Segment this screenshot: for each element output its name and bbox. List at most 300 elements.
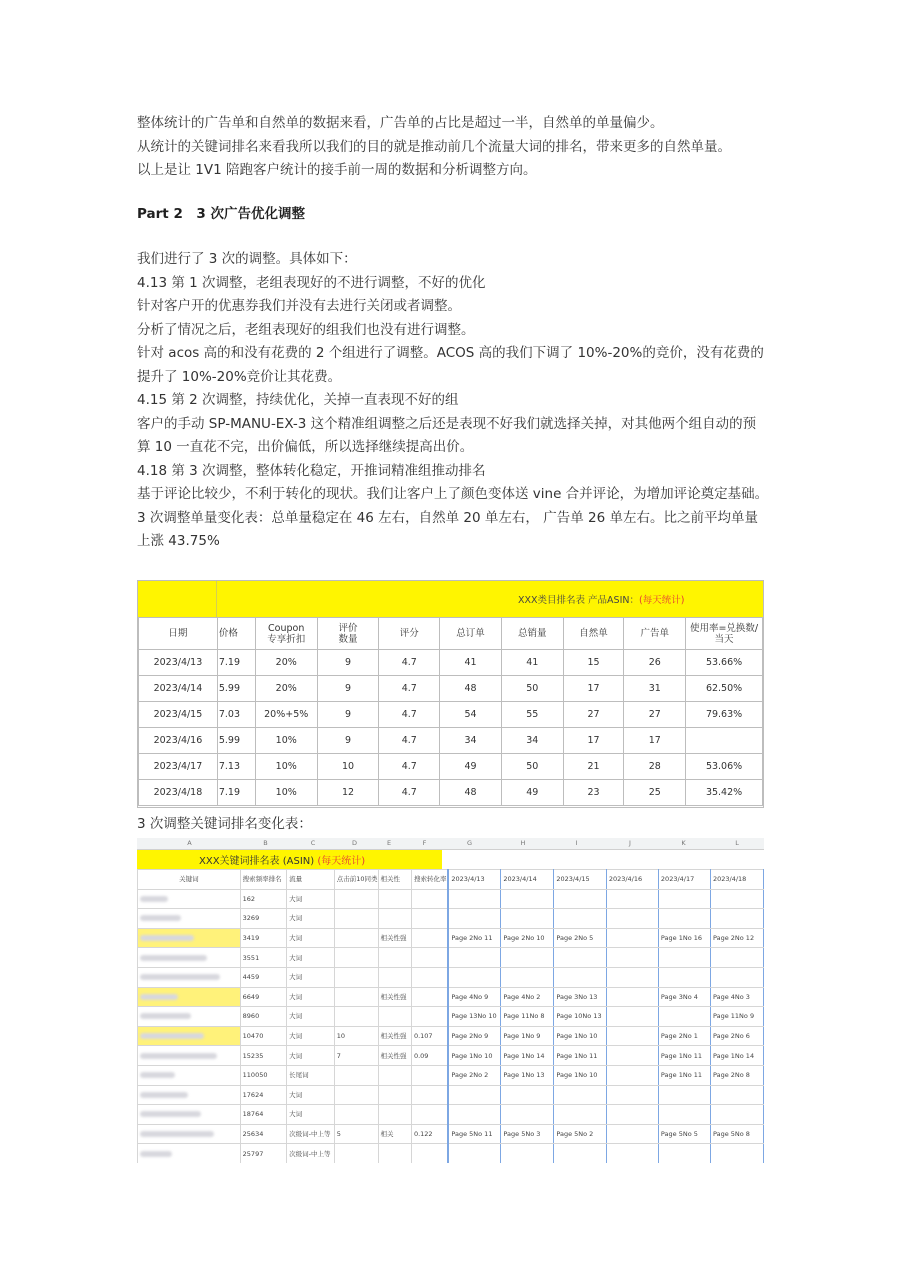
table-cell [411, 1007, 448, 1027]
table-cell: Page 11No 9 [710, 1007, 763, 1027]
column-header: 2023/4/16 [606, 870, 658, 890]
column-letter: D [351, 839, 357, 847]
table-row [138, 889, 764, 909]
header-row [139, 618, 763, 650]
table-cell [658, 967, 710, 987]
table-cell: 10470 [240, 1026, 286, 1046]
table-cell: Page 5No 3 [501, 1124, 554, 1144]
table-cell: 4.7 [379, 754, 440, 780]
table-cell: 2023/4/16 [139, 728, 218, 754]
column-header: 2023/4/14 [501, 870, 554, 890]
keyword-cell [138, 1065, 241, 1085]
column-letter: L [735, 839, 739, 847]
table-cell [554, 1085, 606, 1105]
body-paragraphs [137, 248, 769, 554]
sheet-title [199, 852, 365, 867]
table-cell: 48 [440, 676, 502, 702]
table-cell [606, 909, 658, 929]
table-cell: 2023/4/18 [139, 780, 218, 806]
table-cell: 25797 [240, 1144, 286, 1163]
table-cell [710, 948, 763, 968]
table-cell: Page 5No 2 [554, 1124, 606, 1144]
table-cell [658, 948, 710, 968]
table-cell: 相关性强 [378, 1046, 411, 1066]
table-title [518, 592, 684, 606]
table-cell: 长尾词 [287, 1065, 335, 1085]
keyword-ranking-sheet [137, 838, 764, 1163]
table-cell: 34 [501, 728, 563, 754]
keyword-cell [138, 1144, 241, 1163]
table-cell: 2023/4/15 [139, 702, 218, 728]
redacted-keyword [140, 1072, 175, 1078]
paragraph: 从统计的关键词排名来看我所以我们的目的就是推动前几个流量大词的排名，带来更多的自然单量。 [137, 138, 731, 155]
paragraph: 4.13 第 1 次调整，老组表现好的不进行调整，不好的优化 [137, 274, 486, 291]
redacted-keyword [140, 955, 207, 961]
table-cell: 大词 [287, 987, 335, 1007]
table-cell [448, 1085, 501, 1105]
redacted-keyword [140, 994, 178, 1000]
table-cell [658, 909, 710, 929]
table-cell [411, 889, 448, 909]
paragraph: 针对客户开的优惠券我们并没有去进行关闭或者调整。 [137, 298, 461, 314]
table-cell: Page 1No 9 [501, 1026, 554, 1046]
table-cell [554, 948, 606, 968]
paragraph: 4.18 第 3 次调整，整体转化稳定，开推词精准组推动排名 [137, 462, 486, 479]
column-header: 搜索转化率 [411, 870, 448, 890]
table-cell: 110050 [240, 1065, 286, 1085]
keyword-cell [138, 967, 241, 987]
table-cell: Page 1No 11 [658, 1046, 710, 1066]
keyword-cell [138, 1105, 241, 1125]
column-header: 相关性 [378, 870, 411, 890]
column-header: 总订单 [440, 618, 502, 650]
table-cell: 7.13 [217, 754, 255, 780]
table-cell: Page 10No 13 [554, 1007, 606, 1027]
table-cell: 7.03 [217, 702, 255, 728]
table-cell [411, 1144, 448, 1163]
paragraph: 基于评论比较少，不利于转化的现状。我们让客户上了颜色变体送 vine 合并评论，为增加评论奠定基础。 [137, 486, 769, 502]
table-cell [378, 1065, 411, 1085]
table-cell [378, 1144, 411, 1163]
table-cell: Page 13No 10 [448, 1007, 501, 1027]
table-row [139, 728, 763, 754]
table-cell [448, 1144, 501, 1163]
table-row [139, 702, 763, 728]
table-cell: 5 [334, 1124, 378, 1144]
table-cell [606, 1065, 658, 1085]
table-cell: 9 [317, 702, 379, 728]
table-cell: Page 1No 16 [658, 928, 710, 948]
table-cell: Page 2No 10 [501, 928, 554, 948]
table-cell [448, 889, 501, 909]
table-cell: 大词 [287, 1026, 335, 1046]
column-letter: I [575, 839, 578, 847]
table-cell: 2023/4/17 [139, 754, 218, 780]
table-cell [334, 948, 378, 968]
redacted-keyword [140, 1033, 204, 1039]
table-cell [606, 1026, 658, 1046]
intro-paragraphs [137, 112, 769, 183]
table-cell: 35.42% [686, 780, 763, 806]
table-cell: 50 [501, 676, 563, 702]
table-cell [411, 967, 448, 987]
keyword-ranking-grid [137, 869, 764, 1163]
table-cell [606, 1007, 658, 1027]
column-header: 价格 [217, 618, 255, 650]
sheet-title-note: (每天统计) [317, 856, 366, 867]
table-cell: 6649 [240, 987, 286, 1007]
table-cell [411, 987, 448, 1007]
table-cell: Page 2No 9 [448, 1026, 501, 1046]
table-row [139, 650, 763, 676]
table-cell [411, 1065, 448, 1085]
table-cell [606, 889, 658, 909]
table-cell: 20% [255, 676, 317, 702]
table-cell [710, 1085, 763, 1105]
table-cell: 10% [255, 780, 317, 806]
table-cell: 大词 [287, 1007, 335, 1027]
table-cell: Page 5No 8 [710, 1124, 763, 1144]
table-cell: 2023/4/13 [139, 650, 218, 676]
sheet-title-text: XXX关键词排名表 (ASIN) [199, 856, 315, 867]
table-cell: 12 [317, 780, 379, 806]
redacted-keyword [140, 1053, 217, 1059]
table-cell [606, 1085, 658, 1105]
table-cell [378, 909, 411, 929]
category-ranking-grid [138, 617, 763, 806]
table-row [138, 948, 764, 968]
keyword-cell [138, 1007, 241, 1027]
table-row [138, 1065, 764, 1085]
table-cell: 7.19 [217, 780, 255, 806]
table-cell: 28 [624, 754, 686, 780]
table-cell: Page 1No 11 [554, 1046, 606, 1066]
table-cell: 162 [240, 889, 286, 909]
table-cell: 5.99 [217, 728, 255, 754]
column-letter: E [386, 839, 392, 847]
table-cell: 次级词-中上等 [287, 1124, 335, 1144]
table-cell [411, 948, 448, 968]
column-letter-header [137, 838, 764, 850]
table-cell: 34 [440, 728, 502, 754]
column-letter: H [520, 839, 526, 847]
table-cell [606, 948, 658, 968]
table-cell [334, 928, 378, 948]
table-cell [378, 967, 411, 987]
table-cell [686, 728, 763, 754]
column-header: 总销量 [501, 618, 563, 650]
table-cell: Page 2No 1 [658, 1026, 710, 1046]
table-cell: 3269 [240, 909, 286, 929]
table-cell: Page 2No 11 [448, 928, 501, 948]
table-cell: 18764 [240, 1105, 286, 1125]
redacted-keyword [140, 1131, 214, 1137]
table-cell: 4.7 [379, 780, 440, 806]
band-divider [216, 581, 217, 617]
table-cell: 相关性强 [378, 987, 411, 1007]
table-cell: 大词 [287, 1046, 335, 1066]
column-header: 2023/4/13 [448, 870, 501, 890]
column-letter: K [681, 839, 686, 847]
column-letter: A [187, 839, 192, 847]
table-row [138, 967, 764, 987]
table-cell [606, 928, 658, 948]
keyword-cell [138, 987, 241, 1007]
table-cell [710, 1105, 763, 1125]
table-cell: 27 [563, 702, 624, 728]
table-cell: 相关 [378, 1124, 411, 1144]
paragraph: 分析了情况之后，老组表现好的组我们也没有进行调整。 [137, 321, 475, 338]
table-cell: 4.7 [379, 728, 440, 754]
table-cell [658, 1007, 710, 1027]
keyword-cell [138, 1026, 241, 1046]
table-cell: 10 [317, 754, 379, 780]
table-cell [501, 1144, 554, 1163]
table-cell [501, 1085, 554, 1105]
table-cell [411, 928, 448, 948]
table-cell [501, 909, 554, 929]
redacted-keyword [140, 1092, 188, 1098]
table-cell: 26 [624, 650, 686, 676]
table-cell [554, 889, 606, 909]
table-cell: 17 [563, 728, 624, 754]
table-cell: Page 2No 12 [710, 928, 763, 948]
table-cell: 7.19 [217, 650, 255, 676]
column-header: 评价 数量 [317, 618, 379, 650]
table-cell [554, 1105, 606, 1125]
column-header: Coupon 专享折扣 [255, 618, 317, 650]
table-cell: 49 [440, 754, 502, 780]
keyword-cell [138, 909, 241, 929]
table-cell [606, 1144, 658, 1163]
column-header: 2023/4/18 [710, 870, 763, 890]
table-cell [606, 967, 658, 987]
table-cell: Page 1No 13 [501, 1065, 554, 1085]
column-header: 广告单 [624, 618, 686, 650]
table-cell [710, 889, 763, 909]
table-cell [501, 948, 554, 968]
table-cell [554, 909, 606, 929]
table-cell [554, 1144, 606, 1163]
redacted-keyword [140, 896, 168, 902]
table-cell: 21 [563, 754, 624, 780]
table-cell [411, 909, 448, 929]
table-cell: Page 3No 13 [554, 987, 606, 1007]
table-row [138, 1026, 764, 1046]
table-cell: 5.99 [217, 676, 255, 702]
column-header: 2023/4/15 [554, 870, 606, 890]
column-header: 日期 [139, 618, 218, 650]
table-cell: 相关性强 [378, 1026, 411, 1046]
table-row [138, 909, 764, 929]
keyword-cell [138, 1124, 241, 1144]
category-ranking-table [137, 580, 764, 808]
table-row [138, 987, 764, 1007]
paragraph: 我们进行了 3 次的调整。具体如下： [137, 251, 357, 267]
column-header: 流量 [287, 870, 335, 890]
paragraph: 以上是让 1V1 陪跑客户统计的接手前一周的数据和分析调整方向。 [137, 162, 537, 178]
table-cell: 25 [624, 780, 686, 806]
paragraph: 4.15 第 2 次调整，持续优化，关掉一直表现不好的组 [137, 392, 459, 408]
table-cell: 4.7 [379, 702, 440, 728]
table-cell: Page 1No 14 [710, 1046, 763, 1066]
redacted-keyword [140, 974, 220, 980]
table-cell: 79.63% [686, 702, 763, 728]
table-row [139, 780, 763, 806]
table-cell: 17624 [240, 1085, 286, 1105]
table-cell [658, 1085, 710, 1105]
table-cell [606, 1046, 658, 1066]
table-cell [334, 1085, 378, 1105]
table-cell [606, 1124, 658, 1144]
table-cell [411, 1085, 448, 1105]
table-cell [448, 1105, 501, 1125]
table-cell: 0.122 [411, 1124, 448, 1144]
table-cell: 大词 [287, 889, 335, 909]
keyword-table-caption: 3 次调整关键词排名变化表： [137, 816, 312, 832]
table-cell: Page 11No 8 [501, 1007, 554, 1027]
table-cell: Page 4No 9 [448, 987, 501, 1007]
table-row [138, 1046, 764, 1066]
table-cell [448, 909, 501, 929]
table-row [138, 1105, 764, 1125]
table-cell: Page 4No 2 [501, 987, 554, 1007]
table-title-text: XXX类目排名表 产品ASIN： [518, 595, 639, 606]
table-cell: 次级词-中上等 [287, 1144, 335, 1163]
table-cell: 8960 [240, 1007, 286, 1027]
table-cell: Page 2No 5 [554, 928, 606, 948]
table-cell: 大词 [287, 928, 335, 948]
redacted-keyword [140, 1151, 172, 1157]
table-cell: 3419 [240, 928, 286, 948]
table-cell: 23 [563, 780, 624, 806]
table-cell: 0.107 [411, 1026, 448, 1046]
table-cell [378, 1007, 411, 1027]
table-cell [606, 1105, 658, 1125]
column-header: 搜索频率排名 [240, 870, 286, 890]
table-cell: 41 [501, 650, 563, 676]
table-cell: 大词 [287, 1105, 335, 1125]
table-cell: 31 [624, 676, 686, 702]
keyword-cell [138, 889, 241, 909]
table-cell: 2023/4/14 [139, 676, 218, 702]
table-cell [658, 1105, 710, 1125]
table-cell: 7 [334, 1046, 378, 1066]
table-cell [334, 1007, 378, 1027]
table-cell: Page 1No 10 [554, 1065, 606, 1085]
table-cell [606, 987, 658, 1007]
redacted-keyword [140, 1111, 201, 1117]
table-cell: 大词 [287, 909, 335, 929]
keyword-cell [138, 928, 241, 948]
table-cell [378, 889, 411, 909]
table-row [138, 1144, 764, 1163]
table-title-band [138, 581, 763, 618]
table-cell: 大词 [287, 948, 335, 968]
table-cell: Page 1No 11 [658, 1065, 710, 1085]
column-letter: C [310, 839, 316, 847]
table-cell: 9 [317, 650, 379, 676]
table-cell: Page 2No 8 [710, 1065, 763, 1085]
table-title-note: (每天统计) [638, 595, 685, 606]
table-cell [378, 1105, 411, 1125]
redacted-keyword [140, 915, 181, 921]
table-cell: 10% [255, 754, 317, 780]
redacted-keyword [140, 1013, 191, 1019]
table-cell: 4.7 [379, 650, 440, 676]
column-header: 自然单 [563, 618, 624, 650]
column-header: 评分 [379, 618, 440, 650]
table-cell: Page 5No 11 [448, 1124, 501, 1144]
column-letter: J [629, 839, 631, 847]
column-header: 点击前10同类 [334, 870, 378, 890]
table-cell: Page 1No 10 [554, 1026, 606, 1046]
table-cell: 41 [440, 650, 502, 676]
table-cell: 大词 [287, 1085, 335, 1105]
table-cell [378, 948, 411, 968]
table-cell [658, 1144, 710, 1163]
table-cell: Page 1No 14 [501, 1046, 554, 1066]
table-cell: Page 5No 5 [658, 1124, 710, 1144]
table-cell [334, 909, 378, 929]
table-cell [448, 967, 501, 987]
redacted-keyword [140, 935, 194, 941]
table-row [138, 1007, 764, 1027]
table-cell [710, 909, 763, 929]
table-cell [658, 889, 710, 909]
table-cell: 9 [317, 676, 379, 702]
table-cell: 17 [624, 728, 686, 754]
table-cell: 50 [501, 754, 563, 780]
column-letter: B [263, 839, 268, 847]
table-cell [411, 1105, 448, 1125]
paragraph: 3 次调整单量变化表：总单量稳定在 46 左右，自然单 20 单左右， 广告单 26 单左右。比之前平均单量上涨 43.75% [137, 509, 758, 549]
table-cell: 27 [624, 702, 686, 728]
table-cell [378, 1085, 411, 1105]
table-cell [334, 967, 378, 987]
table-row [138, 1124, 764, 1144]
header-row [138, 870, 764, 890]
table-cell: Page 3No 4 [658, 987, 710, 1007]
table-cell [710, 967, 763, 987]
table-cell: 62.50% [686, 676, 763, 702]
table-cell: Page 4No 3 [710, 987, 763, 1007]
table-cell: 3551 [240, 948, 286, 968]
table-cell [334, 1144, 378, 1163]
table-cell: 大词 [287, 967, 335, 987]
table-cell: 54 [440, 702, 502, 728]
column-header: 使用率=兑换数/当天 [686, 618, 763, 650]
table-row [138, 928, 764, 948]
table-cell: 9 [317, 728, 379, 754]
section-heading: Part 2 3 次广告优化调整 [137, 206, 305, 222]
table-cell: 20% [255, 650, 317, 676]
table-row [139, 754, 763, 780]
table-cell [334, 1065, 378, 1085]
table-cell: 48 [440, 780, 502, 806]
keyword-cell [138, 1085, 241, 1105]
table-cell: 49 [501, 780, 563, 806]
table-cell [448, 948, 501, 968]
paragraph: 客户的手动 SP-MANU-EX-3 这个精准组调整之后还是表现不好我们就选择关掉，对其他两个组自动的预算 10 一直花不完，出价偏低，所以选择继续提高出价。 [137, 415, 757, 455]
table-cell [334, 889, 378, 909]
table-cell: 10 [334, 1026, 378, 1046]
table-cell [554, 967, 606, 987]
column-letter: F [422, 839, 427, 847]
column-letter: G [466, 839, 473, 847]
table-cell: 15235 [240, 1046, 286, 1066]
table-cell: 20%+5% [255, 702, 317, 728]
